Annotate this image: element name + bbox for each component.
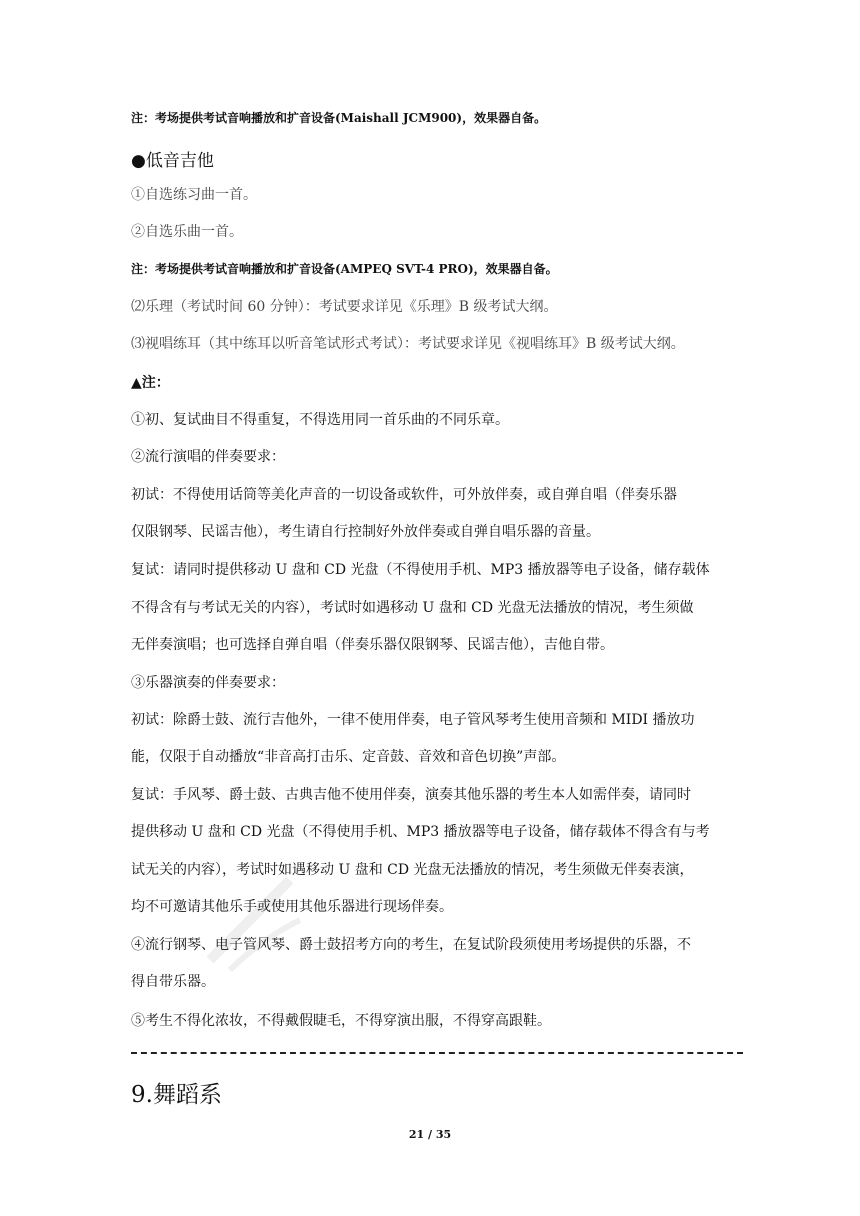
note-item-3-retest-line-4: 均不可邀请其他乐手或使用其他乐器进行现场伴奏。: [131, 899, 453, 915]
note-item-2-retest-line-2: 不得含有与考试无关的内容），考试时如遇移动 U 盘和 CD 光盘无法播放的情况，考生须做: [131, 600, 694, 616]
bass-item-1: ①自选练习曲一首。: [131, 187, 257, 203]
note-item-2: ②流行演唱的伴奏要求：: [131, 449, 285, 465]
note-item-3: ③乐器演奏的伴奏要求：: [131, 675, 285, 691]
page-number-separator: /: [427, 1128, 433, 1141]
note-item-2-retest-line-3: 无伴奏演唱；也可选择自弹自唱（伴奏乐器仅限钢琴、民谣吉他），吉他自带。: [131, 637, 614, 653]
note-item-3-prelim-line-2: 能，仅限于自动播放“非音高打击乐、定音鼓、音效和音色切换”声部。: [131, 749, 566, 765]
note-item-3-retest-line-3: 试无关的内容），考试时如遇移动 U 盘和 CD 光盘无法播放的情况，考生须做无伴奏表演，: [131, 862, 694, 878]
bass-item-2: ②自选乐曲一首。: [131, 224, 243, 240]
note-item-1: ①初、复试曲目不得重复，不得选用同一首乐曲的不同乐章。: [131, 412, 509, 428]
note-bass-equipment: 注：考场提供考试音响播放和扩音设备(AMPEQ SVT-4 PRO)，效果器自备。: [131, 262, 558, 276]
note-item-2-retest-line-1: 复试：请同时提供移动 U 盘和 CD 光盘（不得使用手机、MP3 播放器等电子设备，储存载体: [131, 562, 710, 578]
section-title-dance: 9.舞蹈系: [131, 1082, 222, 1108]
note-item-4-line-1: ④流行钢琴、电子管风琴、爵士鼓招考方向的考生，在复试阶段须使用考场提供的乐器，不: [131, 937, 691, 953]
note-guitar-equipment: 注：考场提供考试音响播放和扩音设备(Maishall JCM900)，效果器自备。: [131, 111, 547, 125]
note-item-3-retest-line-2: 提供移动 U 盘和 CD 光盘（不得使用手机、MP3 播放器等电子设备，储存载体不得含有与考: [131, 824, 710, 840]
page-number-current: 21: [408, 1128, 425, 1141]
section-divider: [131, 1052, 743, 1054]
note-item-5: ⑤考生不得化浓妆，不得戴假睫毛，不得穿演出服，不得穿高跟鞋。: [131, 1013, 551, 1029]
note-item-2-prelim-line-1: 初试：不得使用话筒等美化声音的一切设备或软件，可外放伴奏，或自弹自唱（伴奏乐器: [131, 487, 677, 503]
note-item-2-prelim-line-2: 仅限钢琴、民谣吉他），考生请自行控制好外放伴奏或自弹自唱乐器的音量。: [131, 524, 600, 540]
solfege-exam-line: ⑶视唱练耳（其中练耳以听音笔试形式考试）：考试要求详见《视唱练耳》B 级考试大纲。: [131, 336, 685, 352]
notes-heading: ▲注：: [131, 375, 170, 391]
bass-guitar-heading: ●低音吉他: [131, 151, 214, 171]
note-item-4-line-2: 得自带乐器。: [131, 974, 215, 990]
note-item-3-prelim-line-1: 初试：除爵士鼓、流行吉他外，一律不使用伴奏，电子管风琴考生使用音频和 MIDI 播放功: [131, 712, 695, 728]
page-number-total: 35: [435, 1128, 452, 1141]
note-item-3-retest-line-1: 复试：手风琴、爵士鼓、古典吉他不使用伴奏，演奏其他乐器的考生本人如需伴奏，请同时: [131, 787, 691, 803]
theory-exam-line: ⑵乐理（考试时间 60 分钟）：考试要求详见《乐理》B 级考试大纲。: [131, 299, 558, 315]
watermark-graphic: [190, 860, 310, 980]
page-footer: [0, 1128, 860, 1141]
